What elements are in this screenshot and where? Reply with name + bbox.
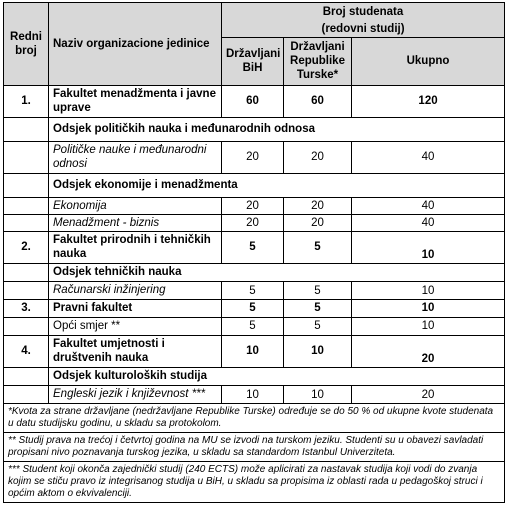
value-turske: 20 [284, 214, 352, 231]
value-bih: 20 [222, 197, 284, 214]
header-redni-broj: Redni broj [4, 3, 49, 86]
header-ukupno: Ukupno [352, 37, 505, 85]
student-quota-table-container [3, 2, 504, 503]
value-ukupno: 10 [352, 231, 505, 263]
value-turske: 20 [284, 197, 352, 214]
value-ukupno: 40 [352, 141, 505, 173]
value-bih: 60 [222, 85, 284, 117]
value-bih: 10 [222, 335, 284, 367]
header-broj-studenata: Broj studenata [222, 3, 505, 21]
value-turske: 5 [284, 317, 352, 335]
table-row [4, 141, 505, 173]
table-row [4, 214, 505, 231]
table-row [4, 117, 505, 141]
table-row [4, 263, 505, 281]
header-naziv: Naziv organizacione jedinice [49, 3, 222, 86]
program-name: Engleski jezik i književnost *** [49, 385, 222, 403]
table-row [4, 335, 505, 367]
footnote-3: *** Student koji okonča zajednički studij (240 ECTS) može aplicirati za nastavak studija koji vodi do zvanja kojim se stiču pravo iz integrisanog studija u BiH, u skladu sa propisima iz oblasti rada u pedagoškoj struci i općim aktom o ekvivalenciji. [4, 461, 505, 502]
value-bih: 5 [222, 231, 284, 263]
faculty-name: Fakultet umjetnosti i društvenih nauka [49, 335, 222, 367]
table-row [4, 385, 505, 403]
value-bih: 20 [222, 141, 284, 173]
footnote-row [4, 461, 505, 502]
value-ukupno: 40 [352, 214, 505, 231]
program-name: Ekonomija [49, 197, 222, 214]
value-ukupno: 40 [352, 197, 505, 214]
header-redovni-studij: (redovni studij) [222, 21, 505, 38]
value-ukupno: 20 [352, 335, 505, 367]
table-row [4, 197, 505, 214]
value-turske: 5 [284, 281, 352, 299]
table-row [4, 173, 505, 197]
faculty-name: Fakultet menadžmenta i javne uprave [49, 85, 222, 117]
program-name: Opći smjer ** [49, 317, 222, 335]
table-row [4, 367, 505, 385]
value-turske: 60 [284, 85, 352, 117]
header-drzavljani-bih: Državljani BiH [222, 37, 284, 85]
student-quota-table [3, 2, 505, 503]
value-bih: 20 [222, 214, 284, 231]
department-name: Odsjek ekonomije i menadžmenta [49, 173, 505, 197]
header-drzavljani-turske: Državljani Republike Turske* [284, 37, 352, 85]
value-bih: 5 [222, 299, 284, 317]
row-number: 1. [4, 85, 49, 117]
value-bih: 5 [222, 281, 284, 299]
program-name: Političke nauke i međunarodni odnosi [49, 141, 222, 173]
value-ukupno: 20 [352, 385, 505, 403]
value-turske: 10 [284, 385, 352, 403]
table-row [4, 317, 505, 335]
footnote-row [4, 403, 505, 432]
value-turske: 5 [284, 299, 352, 317]
footnote-2: ** Studij prava na trećoj i četvrtoj godina na MU se izvodi na turskom jeziku. Studenti su u obavezi savladati propisani nivo poznavanja turskog jezika, u skladu sa standardom Istanbul Univerziteta. [4, 432, 505, 461]
value-turske: 20 [284, 141, 352, 173]
row-number: 3. [4, 299, 49, 317]
value-turske: 10 [284, 335, 352, 367]
row-number: 2. [4, 231, 49, 263]
row-number: 4. [4, 335, 49, 367]
value-ukupno: 10 [352, 281, 505, 299]
program-name: Računarski inžinjering [49, 281, 222, 299]
value-bih: 5 [222, 317, 284, 335]
faculty-name: Fakultet prirodnih i tehničkih nauka [49, 231, 222, 263]
footnote-row [4, 432, 505, 461]
value-bih: 10 [222, 385, 284, 403]
footnote-1: *Kvota za strane državljane (nedržavljane Republike Turske) određuje se do 50 % od ukupne kvote studenata u datu studijsku godinu, u skladu sa protokolom. [4, 403, 505, 432]
faculty-name: Pravni fakultet [49, 299, 222, 317]
value-turske: 5 [284, 231, 352, 263]
value-ukupno: 120 [352, 85, 505, 117]
table-row [4, 231, 505, 263]
table-row [4, 299, 505, 317]
value-ukupno: 10 [352, 317, 505, 335]
value-ukupno: 10 [352, 299, 505, 317]
table-row [4, 281, 505, 299]
program-name: Menadžment - biznis [49, 214, 222, 231]
department-name: Odsjek tehničkih nauka [49, 263, 505, 281]
department-name: Odsjek političkih nauka i međunarodnih odnosa [49, 117, 505, 141]
department-name: Odsjek kulturoloških studija [49, 367, 505, 385]
table-row [4, 85, 505, 117]
